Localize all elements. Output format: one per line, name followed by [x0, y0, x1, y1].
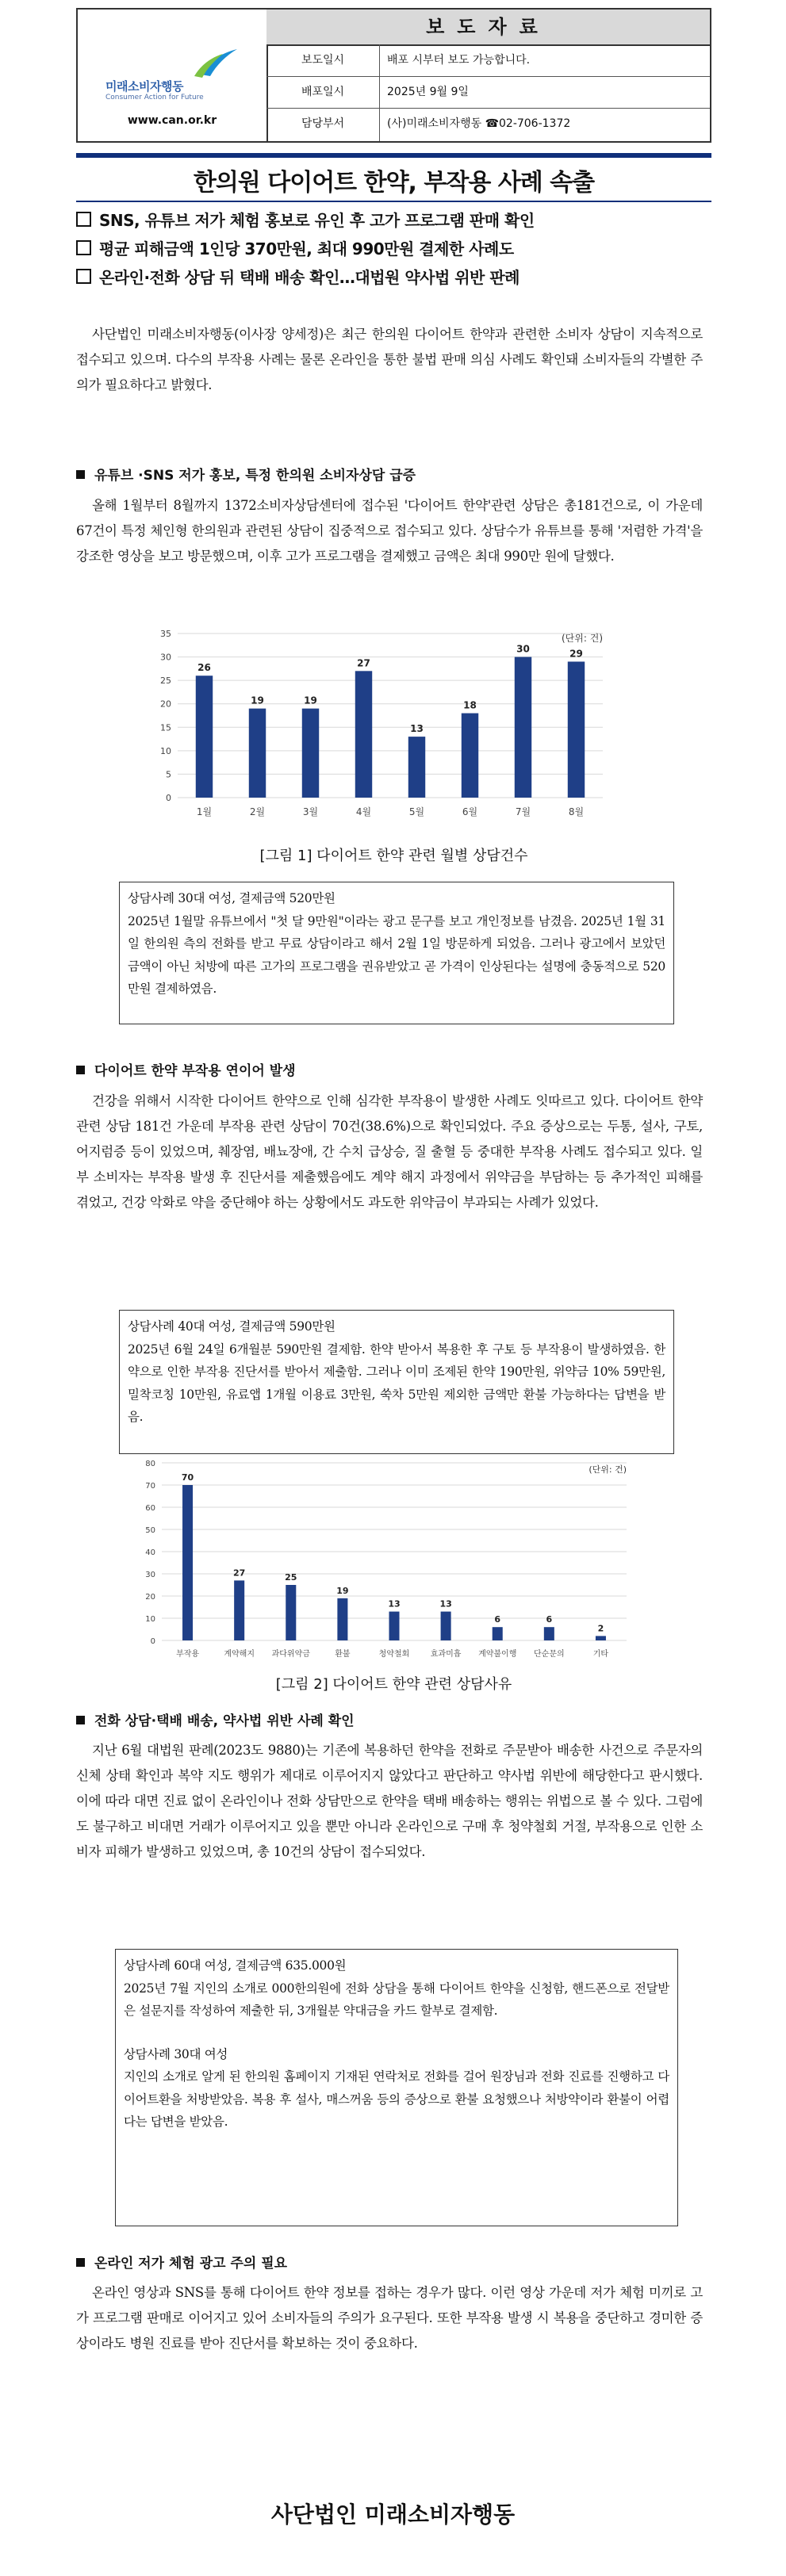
y-tick-label: 60 [145, 1504, 155, 1513]
header-row-dept [266, 108, 710, 141]
x-tick-label: 과다위약금 [271, 1650, 310, 1659]
bar-4월 [355, 671, 372, 798]
header-value: (사)미래소비자행동 ☎02-706-1372 [387, 117, 571, 130]
y-tick-label: 25 [160, 676, 171, 687]
x-tick-label: 2월 [249, 806, 266, 817]
checkbox-icon [76, 269, 91, 284]
square-bullet-icon [76, 2258, 85, 2267]
case-title: 상담사례 40대 여성, 결제금액 590만원 [128, 1319, 335, 1334]
data-label: 19 [336, 1585, 349, 1596]
data-label: 2 [597, 1623, 604, 1634]
x-tick-label: 3월 [302, 806, 319, 817]
bar-기타 [596, 1636, 606, 1640]
x-tick-label: 1월 [196, 806, 213, 817]
case-box-3 [115, 1949, 678, 2226]
bar-3월 [302, 709, 319, 798]
header-label: 담당부서 [266, 108, 380, 141]
data-label: 29 [569, 648, 583, 660]
title-rule-bottom [76, 201, 711, 202]
x-tick-label: 계약불이행 [478, 1650, 517, 1659]
summary-bullet: 온라인·전화 상담 뒤 택배 배송 확인…대법원 약사법 위반 판례 [76, 265, 520, 288]
square-bullet-icon [76, 1066, 85, 1074]
x-tick-label: 청약철회 [378, 1650, 410, 1659]
footer-org-name: 사단법인 미래소비자행동 [270, 2501, 516, 2528]
bar-5월 [408, 737, 425, 798]
bar-청약철회 [389, 1612, 399, 1640]
bar-8월 [568, 661, 585, 798]
x-tick-label: 6월 [462, 806, 478, 817]
y-tick-label: 0 [166, 793, 171, 803]
section-heading: 전화 상담·택배 배송, 약사법 위반 사례 확인 [76, 1709, 355, 1729]
data-label: 27 [357, 657, 370, 669]
data-label: 13 [439, 1598, 452, 1610]
data-label: 13 [388, 1598, 401, 1610]
data-label: 27 [233, 1567, 246, 1579]
y-tick-label: 50 [145, 1526, 155, 1535]
section1-paragraph: 올해 1월부터 8월까지 1372소비자상담센터에 접수된 '다이어트 한약'관련 상담은 총181건으로, 이 가운데 67건이 특정 체인형 한의원과 관련된 상담이 집중적으로 접수되고 있다. 상담수가 유튜브를 통해 '저렴한 가격'을 강조한 영상을 보고 방문했으며, 이후 고가 프로그램을 결제했고 금액은 최대 990만 원에 달했다. [76, 498, 703, 564]
data-label: 13 [410, 723, 424, 735]
y-tick-label: 20 [160, 699, 171, 710]
figure1-caption: [그림 1] 다이어트 한약 관련 월별 상담건수 [259, 848, 528, 864]
bar-과다위약금 [286, 1585, 296, 1640]
bar-7월 [515, 657, 531, 798]
x-tick-label: 8월 [568, 806, 585, 817]
case-body: 지인의 소개로 알게 된 한의원 홈페이지 기재된 연락처로 전화를 걸어 원장님과 전화 진료를 진행하고 다이어트환을 처방받았음. 복용 후 설사, 매스꺼움 등의 증상으로 환불 요청했으나 처방약이라 환불이 어렵다는 답변을 받았음. [124, 2069, 669, 2129]
case-box-1 [119, 882, 674, 1024]
data-label: 6 [546, 1614, 553, 1625]
x-tick-label: 부작용 [176, 1650, 200, 1659]
bar-2월 [249, 709, 266, 798]
case-title: 상담사례 30대 여성 [124, 2046, 228, 2061]
monthly-consult-chart [151, 622, 611, 825]
bar-부작용 [182, 1485, 193, 1640]
y-tick-label: 35 [160, 629, 171, 639]
case-title: 상담사례 60대 여성, 결제금액 635.000원 [124, 1958, 347, 1973]
summary-bullet: SNS, 유튜브 저가 체험 홍보로 유인 후 고가 프로그램 판매 확인 [76, 208, 535, 231]
case-body: 2025년 7월 지인의 소개로 000한의원에 전화 상담을 통해 다이어트 한약을 신청함, 핸드폰으로 전달받은 설문지를 작성하여 제출한 뒤, 3개월분 약대금을 카드 할부로 결제함. [124, 1981, 669, 2018]
x-tick-label: 5월 [408, 806, 425, 817]
header-row-release [266, 44, 710, 77]
org-logo-sub: Consumer Action for Future [105, 94, 204, 101]
header-value: 2025년 9월 9일 [387, 86, 469, 98]
section-heading: 다이어트 한약 부작용 연이어 발생 [76, 1059, 296, 1079]
x-tick-label: 효과미흡 [430, 1650, 462, 1659]
x-tick-label: 환불 [335, 1650, 351, 1659]
y-tick-label: 20 [145, 1593, 155, 1602]
bar-계약해지 [234, 1580, 244, 1640]
x-tick-label: 7월 [515, 806, 531, 817]
data-label: 70 [181, 1472, 194, 1483]
bar-계약불이행 [493, 1627, 503, 1640]
checkbox-icon [76, 240, 91, 255]
header-label: 배포일시 [266, 76, 380, 108]
bar-효과미흡 [441, 1612, 451, 1640]
data-label: 19 [304, 695, 317, 706]
x-tick-label: 기타 [592, 1650, 609, 1659]
data-label: 6 [494, 1614, 501, 1625]
section3-paragraph: 지난 6월 대법원 판례(2023도 9880)는 기존에 복용하던 한약을 전화로 주문받아 배송한 사건으로 주문자의 신체 상태 확인과 복약 지도 행위가 제대로 이루어지지 않았다고 판단하고 약사법 위반에 해당한다고 판시했다. 이에 따라 대면 진료 없이 온라인이나 전화 상담만으로 한약을 택배 배송하는 행위는 위법으로 볼 수 있다. 그럼에도 불구하고 비대면 거래가 이루어지고 있을 뿐만 아니라 온라인으로 구매 후 청약철회 거절, 부작용으로 인한 소비자 피해가 발생하고 있었으며, 총 10건의 상담이 접수되었다. [76, 1743, 703, 1859]
header-label: 보도일시 [266, 44, 380, 76]
y-tick-label: 70 [145, 1482, 155, 1491]
square-bullet-icon [76, 1716, 85, 1724]
y-tick-label: 30 [145, 1571, 155, 1579]
case-box-2 [119, 1310, 674, 1454]
bar-1월 [196, 676, 213, 798]
case-body: 2025년 6월 24일 6개월분 590만원 결제함. 한약 받아서 복용한 후 구토 등 부작용이 발생하였음. 한약으로 인한 부작용 진단서를 받아서 제출함. 그러나 이미 조제된 한약 190만원, 위약금 10% 59만원, 밀착코칭 10만원, 유료앱 1개월 이용료 3만원, 쑥차 5만원 제외한 금액만 환불 가능하다는 답변을 받음. [128, 1342, 665, 1424]
org-logo-name: 미래소비자행동 [105, 79, 183, 94]
header-value: 배포 시부터 보도 가능합니다. [387, 54, 531, 67]
data-label: 26 [197, 662, 211, 674]
bar-6월 [462, 714, 478, 798]
summary-bullet: 평균 피해금액 1인당 370만원, 최대 990만원 결제한 사례도 [76, 236, 514, 259]
y-tick-label: 15 [160, 722, 171, 733]
bar-단순문의 [544, 1627, 554, 1640]
org-logo-cell [78, 10, 268, 141]
org-url: www.can.or.kr [127, 114, 217, 127]
y-tick-label: 80 [145, 1460, 155, 1468]
x-tick-label: 단순문의 [534, 1650, 565, 1659]
unit-label: (단위: 건) [562, 633, 603, 644]
title-rule-top [76, 153, 711, 158]
figure2-caption: [그림 2] 다이어트 한약 관련 상담사유 [275, 1676, 512, 1693]
data-label: 19 [251, 695, 264, 706]
y-tick-label: 30 [160, 652, 171, 663]
case-body: 2025년 1월말 유튜브에서 "첫 달 9만원"이라는 광고 문구를 보고 개인정보를 남겼음. 2025년 1월 31일 한의원 측의 전화를 받고 무료 상담이라고 해서 2월 1일 방문하게 되었음. 그러나 광고에서 보았던 금액이 아닌 처방에 따른 고가의 프로그램을 권유받았고 곧 가격이 인상된다는 설명에 충동적으로 520만원 결제하였음. [128, 913, 665, 996]
press-header-table [76, 8, 711, 143]
logo-mark-icon [105, 48, 239, 79]
y-tick-label: 5 [166, 769, 171, 780]
case-title: 상담사례 30대 여성, 결제금액 520만원 [128, 891, 335, 905]
x-tick-label: 4월 [355, 806, 372, 817]
square-bullet-icon [76, 470, 85, 479]
x-tick-label: 계약해지 [224, 1650, 255, 1659]
data-label: 30 [516, 643, 530, 655]
consult-reason-chart [135, 1455, 635, 1669]
data-label: 25 [285, 1572, 297, 1583]
data-label: 18 [463, 699, 477, 711]
y-tick-label: 10 [160, 745, 171, 756]
section-heading: 온라인 저가 체험 광고 주의 필요 [76, 2252, 287, 2272]
doc-type-title: 보도자료 [266, 10, 710, 46]
y-tick-label: 40 [145, 1548, 155, 1557]
page-title: 한의원 다이어트 한약, 부작용 사례 속출 [193, 169, 595, 197]
section2-paragraph: 건강을 위해서 시작한 다이어트 한약으로 인해 심각한 부작용이 발생한 사례도 잇따르고 있다. 다이어트 한약 관련 상담 181건 가운데 부작용 관련 상담이 70건(38.6%)으로 확인되었다. 주요 증상으로는 두통, 설사, 구토, 어지럼증 등이 있었으며, 췌장염, 배뇨장애, 간 수치 급상승, 질 출혈 등 중대한 부작용 사례도 접수되고 있다. 일부 소비자는 부작용 발생 후 진단서를 제출했음에도 계약 해지 과정에서 위약금을 부담하는 등 추가적인 피해를 겪었고, 건강 악화로 약을 중단해야 하는 상황에서도 과도한 위약금이 부과되는 사례가 있었다. [76, 1093, 703, 1210]
checkbox-icon [76, 212, 91, 227]
y-tick-label: 0 [150, 1637, 155, 1646]
section4-paragraph: 온라인 영상과 SNS를 통해 다이어트 한약 정보를 접하는 경우가 많다. 이런 영상 가운데 저가 체험 미끼로 고가 프로그램 판매로 이어지고 있어 소비자들의 주의가 요구된다. 또한 부작용 발생 시 복용을 중단하고 경미한 증상이라도 병원 진료를 받아 진단서를 확보하는 것이 중요하다. [76, 2285, 703, 2351]
section-heading: 유튜브 ·SNS 저가 홍보, 특정 한의원 소비자상담 급증 [76, 464, 416, 484]
unit-label: (단위: 건) [589, 1464, 627, 1475]
bar-환불 [337, 1598, 347, 1640]
header-row-date [266, 76, 710, 109]
y-tick-label: 10 [145, 1615, 155, 1624]
intro-paragraph: 사단법인 미래소비자행동(이사장 양세정)은 최근 한의원 다이어트 한약과 관련한 소비자 상담이 지속적으로 접수되고 있으며. 다수의 부작용 사례는 물론 온라인을 통한 불법 판매 의심 사례도 확인돼 소비자들의 각별한 주의가 필요하다고 밝혔다. [76, 327, 703, 392]
